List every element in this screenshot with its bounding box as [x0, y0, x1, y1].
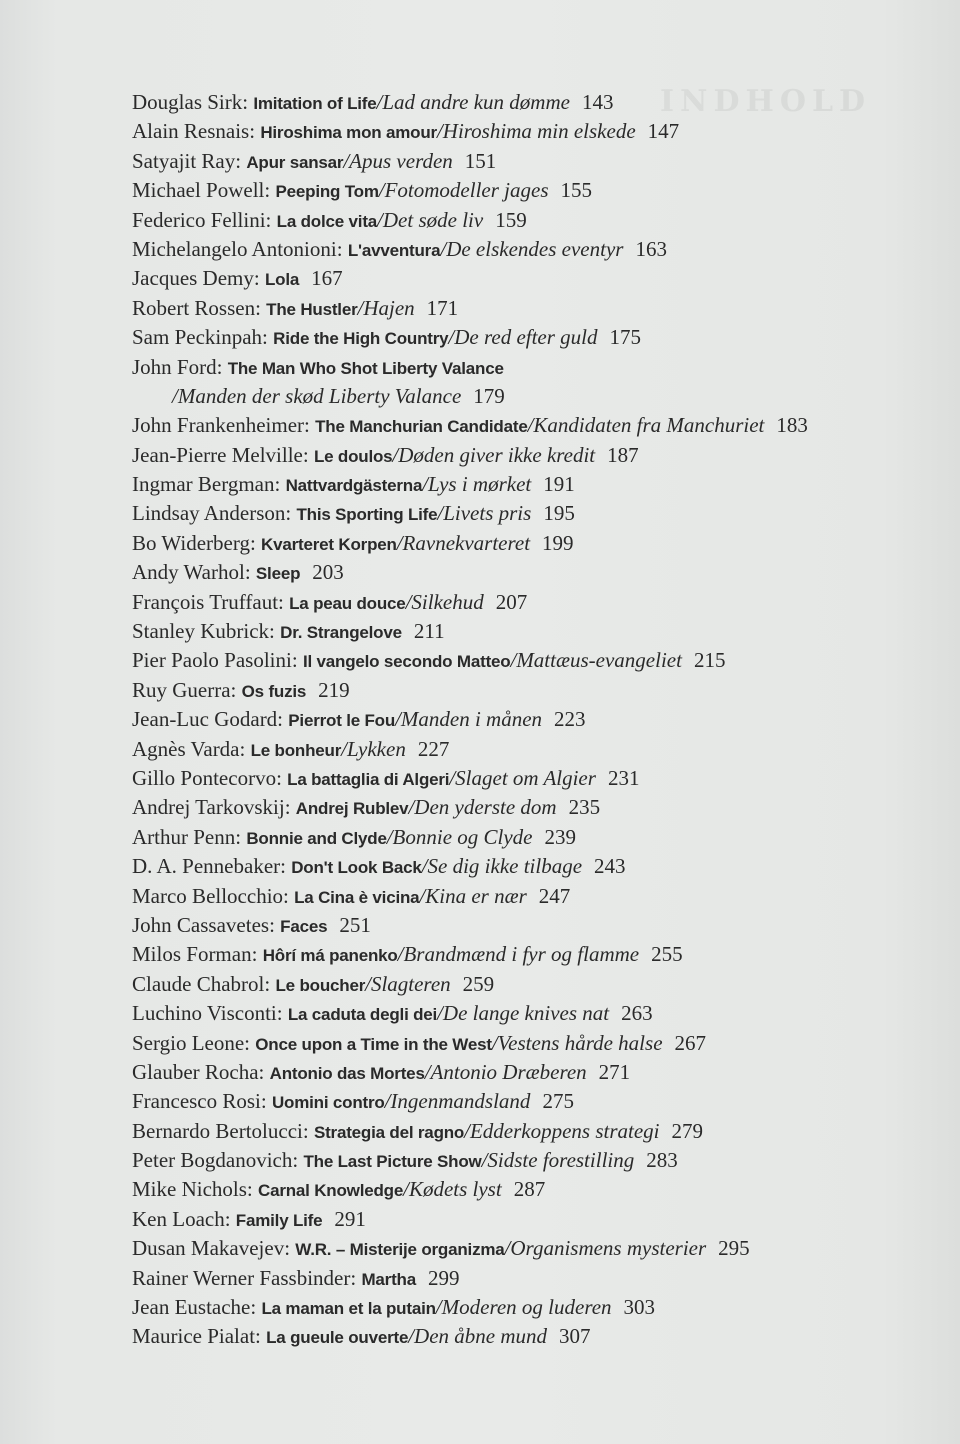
original-title: La dolce vita	[276, 211, 378, 231]
original-title: La battaglia di Algeri	[287, 769, 450, 789]
page-number: 251	[339, 912, 371, 937]
original-title: Carnal Knowledge	[258, 1181, 404, 1201]
page-number: 223	[554, 707, 586, 732]
director-name: Jean-Pierre Melville:	[132, 442, 314, 467]
director-name: Andrej Tarkovskij:	[132, 795, 296, 820]
danish-title: /Lys i mørket	[422, 472, 532, 497]
table-of-contents-list	[132, 88, 808, 1352]
toc-entry	[132, 1117, 808, 1146]
toc-entry	[132, 735, 808, 764]
toc-entry	[132, 294, 808, 323]
toc-entry	[132, 1293, 808, 1322]
page-number: 183	[776, 413, 808, 438]
danish-title: /Sidste forestilling	[481, 1148, 635, 1173]
danish-title: /Hajen	[357, 295, 415, 320]
toc-entry	[132, 617, 808, 646]
page-number: 259	[462, 971, 495, 996]
toc-entry	[132, 1029, 808, 1058]
director-name: Douglas Sirk:	[132, 90, 254, 114]
original-title: Strategia del ragno	[313, 1122, 465, 1142]
toc-entry	[132, 353, 808, 382]
danish-title: /Edderkoppens strategi	[464, 1118, 660, 1143]
director-name: Jean-Luc Godard:	[132, 707, 289, 732]
page-number: 155	[560, 178, 592, 203]
director-name: Arthur Penn:	[132, 824, 247, 849]
original-title: Martha	[361, 1269, 416, 1289]
page-number: 275	[542, 1089, 574, 1114]
director-name: Sam Peckinpah:	[132, 325, 274, 350]
toc-entry	[132, 411, 808, 440]
danish-title: /Organismens mysterier	[504, 1236, 707, 1261]
danish-title: /Mattæus-evangeliet	[510, 648, 682, 673]
original-title: Antonio das Mortes	[269, 1063, 425, 1083]
toc-entry	[132, 470, 808, 499]
original-title: Le boucher	[275, 975, 366, 995]
page-number: 171	[426, 295, 459, 320]
danish-title: /Ravnekvarteret	[396, 530, 531, 555]
original-title: Le bonheur	[250, 740, 342, 760]
danish-title: /Silkehud	[405, 589, 484, 614]
original-title: Kvarteret Korpen	[261, 534, 397, 554]
danish-title: /Antonio Dræberen	[424, 1059, 587, 1084]
director-name: Mike Nichols:	[132, 1177, 258, 1202]
page-number: 267	[674, 1030, 707, 1055]
original-title: La caduta degli dei	[287, 1005, 438, 1025]
danish-title: /Manden i månen	[395, 707, 543, 732]
toc-entry	[132, 382, 808, 411]
director-name: Francesco Rosi:	[132, 1089, 272, 1114]
director-name: Alain Resnais:	[132, 119, 261, 144]
page-number: 279	[671, 1118, 704, 1143]
director-name: Luchino Visconti:	[132, 1001, 288, 1026]
page-number: 239	[544, 824, 577, 849]
page-number: 143	[581, 90, 614, 114]
toc-entry	[132, 823, 808, 852]
page-number: 163	[635, 236, 667, 261]
page-number: 187	[607, 442, 639, 467]
director-name: Dusan Makavejev:	[132, 1236, 296, 1261]
toc-entry	[132, 323, 808, 352]
original-title: The Hustler	[266, 299, 358, 319]
original-title: Once upon a Time in the West	[255, 1034, 492, 1054]
page-number: 303	[623, 1295, 656, 1320]
toc-entry	[132, 1087, 808, 1116]
danish-title: /Livets pris	[437, 501, 532, 526]
danish-title: /Den åbne mund	[408, 1324, 548, 1349]
original-title: Dr. Strangelove	[280, 623, 402, 643]
original-title: La gueule ouverte	[266, 1328, 409, 1348]
director-name: Jean Eustache:	[132, 1295, 262, 1320]
original-title: Hôrí má panenko	[262, 946, 398, 966]
page-number: 243	[594, 854, 626, 879]
toc-entry	[132, 558, 808, 587]
page-number: 203	[312, 560, 344, 585]
original-title: Lola	[264, 270, 300, 290]
toc-entry	[132, 147, 808, 176]
danish-title: /Kina er nær	[419, 883, 527, 908]
danish-title: /Se dig ikke tilbage	[421, 854, 583, 879]
danish-title: /Apus verden	[343, 148, 453, 173]
director-name: Jacques Demy:	[132, 266, 265, 291]
page-number: 195	[543, 501, 575, 526]
danish-title: /Den yderste dom	[408, 795, 557, 820]
toc-entry	[132, 499, 808, 528]
original-title: Sleep	[255, 564, 301, 584]
danish-title: /Hiroshima min elskede	[436, 119, 636, 144]
original-title: Bonnie and Clyde	[246, 828, 387, 848]
director-name: Satyajit Ray:	[132, 148, 247, 173]
director-name: Gillo Pontecorvo:	[132, 765, 288, 790]
original-title: Pierrot le Fou	[288, 711, 396, 731]
original-title: Apur sansar	[246, 152, 344, 172]
toc-entry	[132, 206, 808, 235]
director-name: John Frankenheimer:	[132, 413, 316, 438]
page-number: 191	[543, 472, 575, 497]
toc-entry	[132, 235, 808, 264]
page-number: 271	[598, 1059, 631, 1084]
danish-title: /Manden der skød Liberty Valance	[172, 383, 462, 408]
original-title: Faces	[280, 916, 328, 936]
original-title: The Last Picture Show	[303, 1152, 482, 1172]
original-title: Don't Look Back	[291, 858, 422, 878]
page-number: 235	[568, 795, 601, 820]
original-title: W.R. – Misterije organizma	[295, 1240, 505, 1260]
page-number: 207	[495, 589, 528, 614]
page-number: 255	[651, 942, 683, 967]
page-number: 199	[542, 530, 574, 555]
toc-entry	[132, 793, 808, 822]
toc-entry	[132, 176, 808, 205]
original-title: Andrej Rublev	[295, 799, 409, 819]
page-number: 295	[718, 1236, 750, 1261]
director-name: Peter Bogdanovich:	[132, 1148, 304, 1173]
page-number: 167	[311, 266, 343, 291]
page-number: 219	[318, 677, 350, 702]
director-name: Maurice Pialat:	[132, 1324, 267, 1349]
original-title: Ride the High Country	[273, 329, 449, 349]
director-name: Agnès Varda:	[132, 736, 251, 761]
director-name: Michael Powell:	[132, 178, 276, 203]
danish-title: /Moderen og luderen	[435, 1295, 612, 1320]
original-title: Imitation of Life	[253, 94, 377, 113]
director-name: D. A. Pennebaker:	[132, 854, 292, 879]
original-title: La peau douce	[289, 593, 406, 613]
page-number: 175	[609, 325, 642, 350]
director-name: Sergio Leone:	[132, 1030, 256, 1055]
toc-entry	[132, 1205, 808, 1234]
director-name: Marco Bellocchio:	[132, 883, 295, 908]
director-name: Federico Fellini:	[132, 207, 277, 232]
toc-entry	[132, 1264, 808, 1293]
toc-entry	[132, 676, 808, 705]
page-number: 227	[417, 736, 450, 761]
toc-entry	[132, 1175, 808, 1204]
page-number: 307	[559, 1324, 591, 1349]
original-title: The Manchurian Candidate	[315, 417, 528, 437]
toc-entry	[132, 264, 808, 293]
page-number: 151	[464, 148, 497, 173]
danish-title: /Døden giver ikke kredit	[392, 442, 596, 467]
original-title: Hiroshima mon amour	[260, 123, 437, 143]
danish-title: /Kødets lyst	[403, 1177, 502, 1202]
toc-entry	[132, 999, 808, 1028]
toc-entry	[132, 646, 808, 675]
page-number: 147	[647, 119, 680, 144]
danish-title: /De elskendes eventyr	[440, 236, 624, 261]
director-name: Pier Paolo Pasolini:	[132, 648, 303, 673]
danish-title: /Brandmænd i fyr og flamme	[397, 942, 640, 967]
original-title: La Cina è vicina	[294, 887, 420, 907]
original-title: La maman et la putain	[261, 1299, 436, 1319]
original-title: Le doulos	[313, 446, 393, 466]
toc-entry	[132, 441, 808, 470]
director-name: Milos Forman:	[132, 942, 263, 967]
original-title: Os fuzis	[241, 681, 307, 701]
director-name: Rainer Werner Fassbinder:	[132, 1265, 362, 1290]
original-title: Family Life	[235, 1210, 323, 1230]
director-name: Robert Rossen:	[132, 295, 267, 320]
director-name: Lindsay Anderson:	[132, 501, 297, 526]
toc-entry	[132, 1234, 808, 1263]
toc-entry	[132, 1058, 808, 1087]
show-through-text: INDHOLD	[660, 84, 872, 119]
danish-title: /Slagteren	[365, 971, 451, 996]
danish-title: /Det søde liv	[377, 207, 484, 232]
director-name: John Cassavetes:	[132, 912, 281, 937]
danish-title: /Bonnie og Clyde	[386, 824, 533, 849]
page-number: 247	[538, 883, 571, 908]
director-name: Ruy Guerra:	[132, 677, 242, 702]
danish-title: /Kandidaten fra Manchuriet	[527, 413, 765, 438]
director-name: John Ford:	[132, 354, 228, 379]
toc-entry	[132, 705, 808, 734]
director-name: Glauber Rocha:	[132, 1059, 270, 1084]
director-name: Andy Warhol:	[132, 560, 256, 585]
original-title: Il vangelo secondo Matteo	[302, 652, 511, 672]
toc-entry	[132, 588, 808, 617]
director-name: Ken Loach:	[132, 1206, 236, 1231]
page-number: 211	[413, 619, 445, 644]
toc-entry	[132, 970, 808, 999]
danish-title: /Lad andre kun dømme	[376, 90, 570, 114]
danish-title: /Fotomodeller jages	[378, 178, 549, 203]
page-number: 179	[473, 383, 505, 408]
original-title: L'avventura	[347, 240, 441, 260]
director-name: Michelangelo Antonioni:	[132, 236, 348, 261]
original-title: Peeping Tom	[275, 182, 379, 202]
page-number: 287	[513, 1177, 546, 1202]
toc-entry	[132, 529, 808, 558]
page-number: 299	[428, 1265, 460, 1290]
toc-entry	[132, 764, 808, 793]
toc-entry	[132, 882, 808, 911]
toc-entry	[132, 852, 808, 881]
danish-title: /Vestens hårde halse	[491, 1030, 663, 1055]
director-name: Bernardo Bertolucci:	[132, 1118, 314, 1143]
original-title: The Man Who Shot Liberty Valance	[227, 358, 504, 378]
page-number: 263	[621, 1001, 653, 1026]
page-number: 231	[607, 765, 640, 790]
toc-entry	[132, 1146, 808, 1175]
danish-title: /De lange knives nat	[437, 1001, 610, 1026]
toc-entry	[132, 940, 808, 969]
original-title: This Sporting Life	[296, 505, 438, 525]
page-number: 159	[495, 207, 527, 232]
page-number: 283	[646, 1148, 678, 1173]
toc-entry	[132, 911, 808, 940]
danish-title: /Lykken	[341, 736, 406, 761]
original-title: Nattvardgästerna	[285, 476, 423, 496]
toc-entry	[132, 1322, 808, 1351]
page-number: 215	[693, 648, 726, 673]
danish-title: /Ingenmandsland	[384, 1089, 531, 1114]
toc-entry	[132, 88, 808, 117]
director-name: Claude Chabrol:	[132, 971, 276, 996]
toc-entry	[132, 117, 808, 146]
original-title: Uomini contro	[271, 1093, 385, 1113]
director-name: Ingmar Bergman:	[132, 472, 286, 497]
director-name: Bo Widerberg:	[132, 530, 262, 555]
page-number: 291	[334, 1206, 366, 1231]
director-name: François Truffaut:	[132, 589, 290, 614]
danish-title: /Slaget om Algier	[449, 765, 596, 790]
danish-title: /De red efter guld	[448, 325, 598, 350]
director-name: Stanley Kubrick:	[132, 619, 281, 644]
